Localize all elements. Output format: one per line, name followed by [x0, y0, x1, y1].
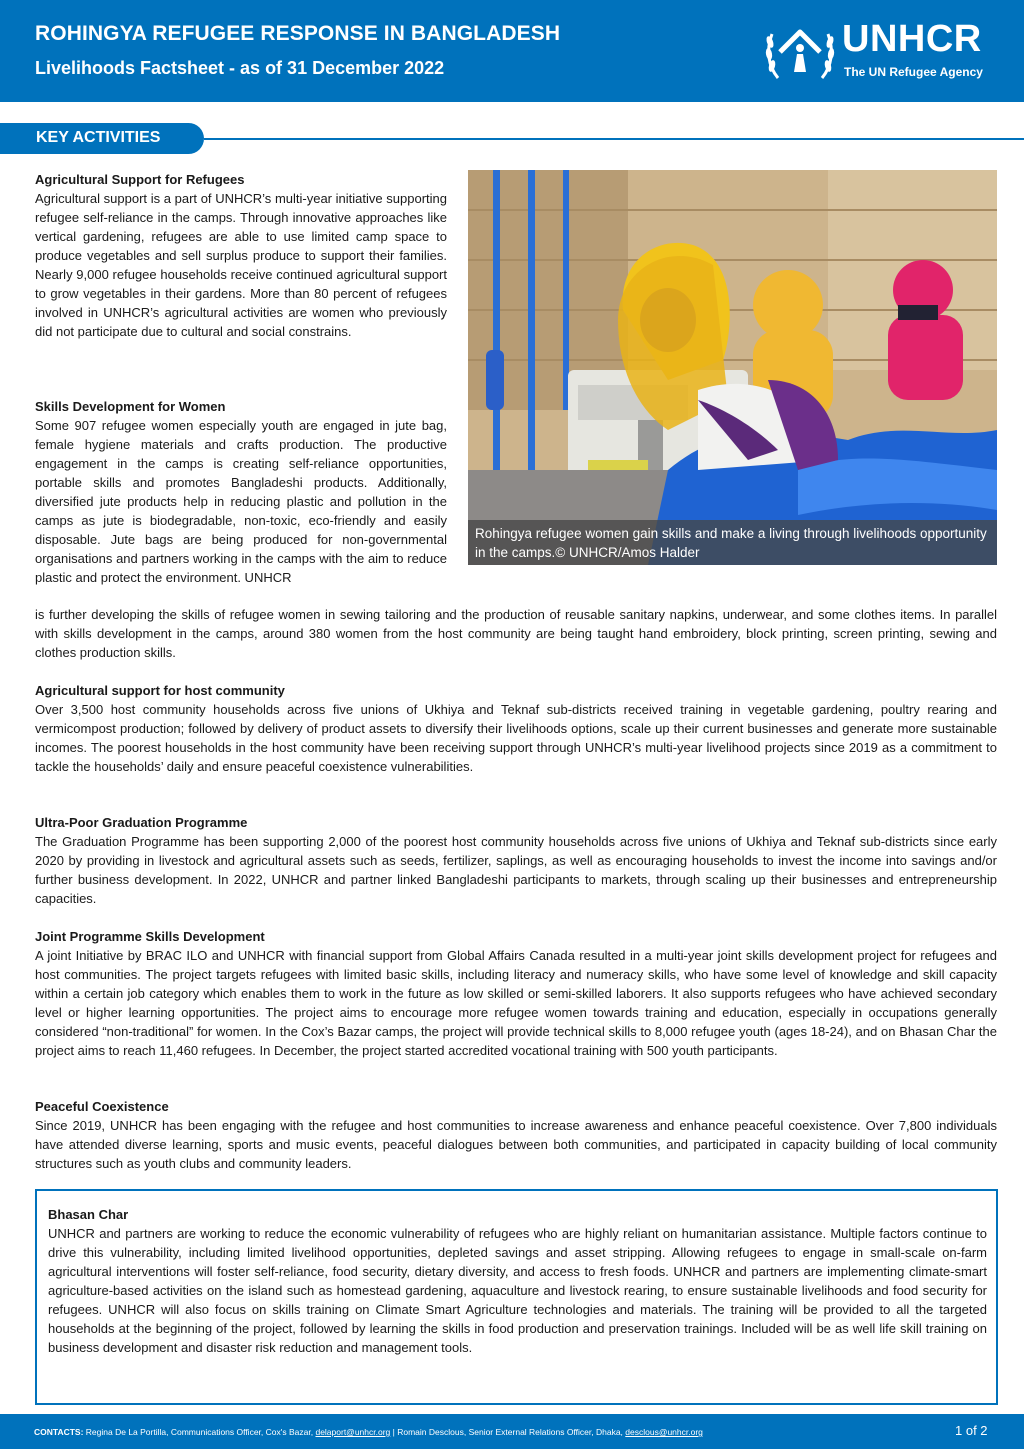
section-body: Some 907 refugee women especially youth are engaged in jute bag, female hygiene materials and crafts production. The productive engagement in the camps is creating self-reliance opportunities, portable skills and promotes Bangladeshi products. Additionally, diversified jute products help in reducing plastic and pollution in the camps as jute is biodegradable, non-toxic, eco-friendly and easily disposable. Jute bags are being produced for non-governmental organisations and partners working in the camps with the aim to reduce plastic and protect the environment. UNHCR — [35, 418, 447, 585]
page-number: 1 of 2 — [955, 1423, 988, 1438]
section-graduation — [35, 813, 997, 908]
contact-separator: | — [392, 1427, 395, 1437]
contact-1-email-link[interactable]: delaport@unhcr.org — [315, 1427, 391, 1437]
contact-2-email-link[interactable]: desclous@unhcr.org — [625, 1427, 703, 1437]
document-title: ROHINGYA REFUGEE RESPONSE IN BANGLADESH — [35, 22, 561, 45]
section-tab-key-activities — [0, 123, 204, 154]
section-heading: Bhasan Char — [48, 1207, 129, 1222]
unhcr-logo — [764, 20, 1014, 84]
section-skills-women — [35, 397, 447, 587]
section-skills-women-continued — [35, 605, 997, 662]
section-heading: Skills Development for Women — [35, 399, 226, 414]
section-heading: Agricultural support for host community — [35, 683, 285, 698]
section-heading: Joint Programme Skills Development — [35, 929, 265, 944]
section-body: Since 2019, UNHCR has been engaging with the refugee and host communities to increase awareness and enhance peaceful coexistence. Over 7,800 individuals have attended diverse learning, sports and music events, peaceful dialogues between both communities, and participated in capacity building of local community structures such as youth clubs and community leaders. — [35, 1118, 997, 1171]
section-body: Agricultural support is a part of UNHCR’s multi-year initiative supporting refugee self-reliance in the camps. Through innovative approaches like vertical gardening, refugees are able to use limited camp space to produce vegetables and sell surplus produce to support their families. Nearly 9,000 refugee households receive continued agricultural support to grow vegetables in their gardens. More than 80 percent of refugees involved in UNHCR’s agricultural activities are women who previously did not participate due to cultural and social constrains. — [35, 191, 447, 339]
section-body: Over 3,500 host community households across five unions of Ukhiya and Teknaf sub-districts received training in vegetable gardening, poultry rearing and vermicompost production; followed by delivery of product assets to diversify their livelihoods options, scale up their current businesses and generate more sustainable incomes. The poorest households in the host community have been receiving support through UNHCR’s multi-year livelihood projects since 2019 as a commitment to tackle the households’ daily and ensure peaceful coexistence vulnerabilities. — [35, 702, 997, 774]
photo-illustration — [468, 170, 997, 565]
section-body: The Graduation Programme has been supporting 2,000 of the poorest host community households across five unions of Ukhiya and Teknaf sub-districts since early 2020 by providing in livestock and agricultural assets such as seeds, fertilizer, saplings, as well as encouraging households to invest the income into savings and/or further business development. In 2022, UNHCR and partner linked Bangladeshi participants to markets, through scaling up their businesses and entrepreneurship capacities. — [35, 834, 997, 906]
contacts-label: CONTACTS: — [34, 1427, 84, 1437]
section-agri-refugees — [35, 170, 447, 341]
header-banner — [0, 0, 1024, 102]
footer-bar — [0, 1414, 1024, 1449]
photo-caption — [468, 520, 997, 565]
section-body: A joint Initiative by BRAC ILO and UNHCR with financial support from Global Affairs Canada resulted in a multi-year joint skills development project for refugees and host communities. The project targets refugees with limited basic skills, including literacy and numeracy skills, who have some level of knowledge and skill capacity within a certain job category which enables them to work in the future as low skilled or semi-skilled laborers. It also supports refugees who have achieved secondary level or higher learning opportunities. The project aims to encourage more refugee women towards training and education, especially in occupations generally considered “non-traditional” for women. In the Cox’s Bazar camps, the project will provide technical skills to 8,000 refugee youth (ages 18-24), and on Bhasan Char the project aims to reach 11,460 refugees. In December, the project started accredited vocational training with 500 youth participants. — [35, 948, 997, 1058]
unhcr-emblem-icon — [764, 20, 836, 84]
section-body: UNHCR and partners are working to reduce the economic vulnerability of refugees who are highly reliant on humanitarian assistance. Multiple factors continue to drive this vulnerability, including limited livelihood opportunities, depleted savings and asset stripping. Allowing refugees to engage in small-scale on-farm agricultural interventions will foster self-reliance, food security, dietary diversity, and access to fresh foods. UNHCR and partners are implementing climate-smart agriculture-based activities on the island such as homestead gardening, aquaculture and livestock rearing, to ensure sustainable livelihoods and food security for refugees. UNHCR will also focus on skills training on Climate Smart Agriculture technologies and materials. The training will be provided to all the targeted households at the beginning of the project, followed by learning the skills in food production and preservation trainings. Included will be as well life skill training on business development and disaster risk reduction and management tools. — [48, 1226, 987, 1355]
photo-sewing-workshop — [468, 170, 997, 565]
logo-tagline: The UN Refugee Agency — [844, 65, 983, 79]
section-body: is further developing the skills of refugee women in sewing tailoring and the production of reusable sanitary napkins, underwear, and some clothes items. In parallel with skills development in the camps, around 380 women from the host community are being taught hand embroidery, block printing, screen printing, sewing and clothes production skills. — [35, 607, 997, 660]
logo-wordmark: UNHCR — [842, 18, 982, 60]
contact-2: Romain Desclous, Senior External Relations Officer, Dhaka, — [397, 1427, 623, 1437]
section-heading: Ultra-Poor Graduation Programme — [35, 815, 248, 830]
contact-1: Regina De La Portilla, Communications Officer, Cox's Bazar, — [85, 1427, 314, 1437]
footer-contacts — [34, 1427, 703, 1437]
section-rule — [204, 138, 1024, 140]
section-joint-programme — [35, 927, 997, 1060]
section-heading: Peaceful Coexistence — [35, 1099, 169, 1114]
document-subtitle: Livelihoods Factsheet - as of 31 December 2022 — [35, 58, 445, 78]
bhasan-char-box — [35, 1189, 998, 1405]
section-tab-label: KEY ACTIVITIES — [36, 129, 161, 146]
photo-caption-text: Rohingya refugee women gain skills and make a living through livelihoods opportunity in the camps.© UNHCR/Amos Halder — [475, 526, 987, 560]
section-bhasan-char — [48, 1205, 987, 1357]
section-peaceful-coexistence — [35, 1097, 997, 1173]
section-agri-host — [35, 681, 997, 776]
section-heading: Agricultural Support for Refugees — [35, 172, 245, 187]
